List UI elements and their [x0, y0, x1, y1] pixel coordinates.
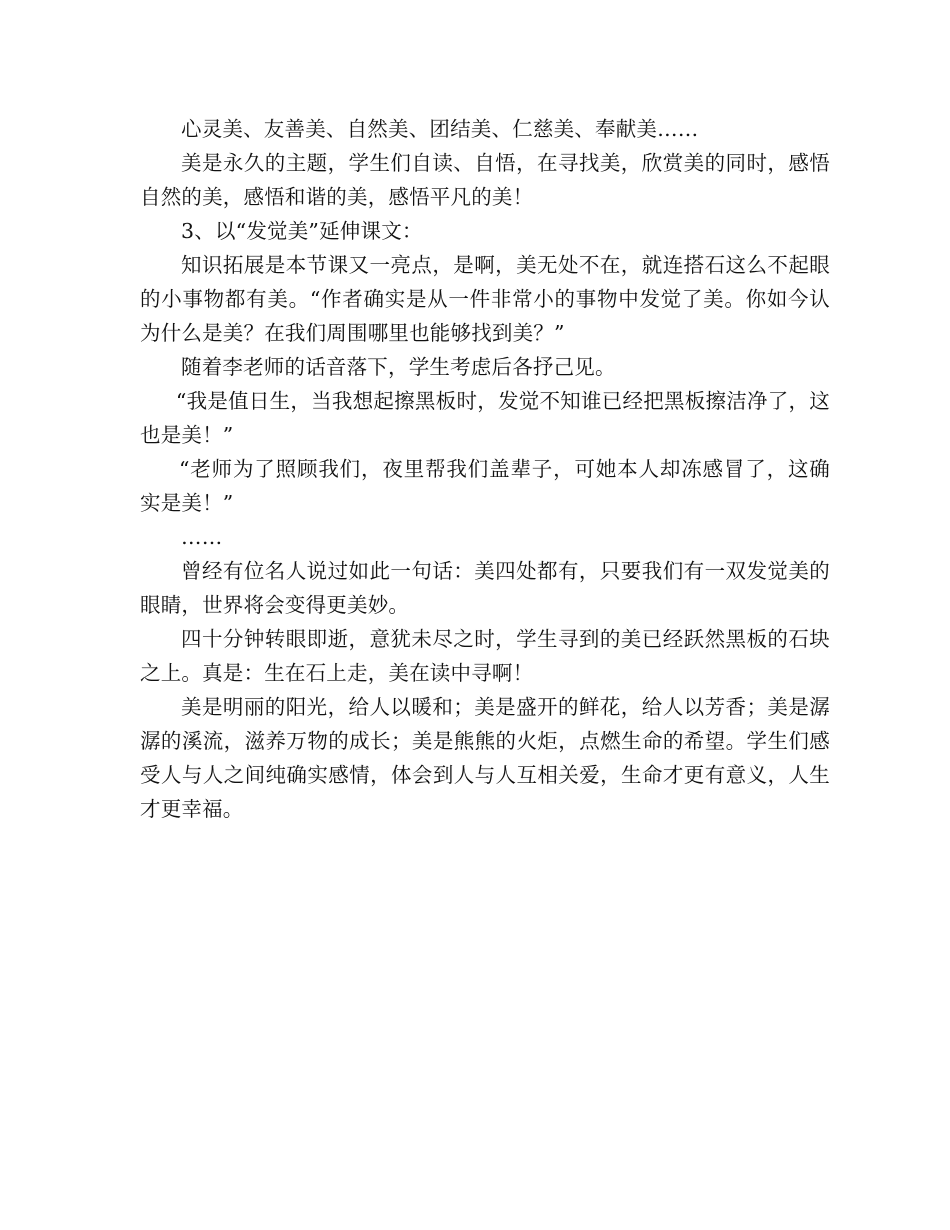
paragraph-beauty-metaphors: 美是明丽的阳光，给人以暖和；美是盛开的鲜花，给人以芳香；美是潺潺的溪流，滋养万物的成长；美是熊熊的火炬，点燃生命的希望。学生们感受人与人之间纯确实感情，体会到人与人互相关爱，生命才更有意义，人生才更幸福。	[140, 695, 830, 821]
document-page	[140, 112, 830, 826]
paragraph-quote-teacher: “老师为了照顾我们，夜里帮我们盖辈子，可她本人却冻感冒了，这确实是美！”	[140, 457, 830, 515]
paragraph-quote-duty-student: “我是值日生，当我想起擦黑板时，发觉不知谁已经把黑板擦洁净了，这也是美！”	[140, 389, 830, 447]
paragraph-famous-quote: 曾经有位名人说过如此一句话：美四处都有，只要我们有一双发觉美的眼睛，世界将会变得更美妙。	[140, 559, 830, 617]
paragraph-beauty-list: 心灵美、友善美、自然美、团结美、仁慈美、奉献美……	[181, 117, 699, 141]
paragraph-students-respond: 随着李老师的话音落下，学生考虑后各抒己见。	[181, 355, 616, 379]
paragraph-section-heading: 3、以“发觉美”延伸课文：	[181, 219, 423, 243]
paragraph-eternal-theme: 美是永久的主题，学生们自读、自悟，在寻找美，欣赏美的同时，感悟自然的美，感悟和谐的美，感悟平凡的美！	[140, 151, 830, 209]
paragraph-ellipsis: ……	[181, 525, 223, 549]
paragraph-knowledge-extension: 知识拓展是本节课又一亮点，是啊，美无处不在，就连搭石这么不起眼的小事物都有美。“作者确实是从一件非常小的事物中发觉了美。你如今认为什么是美？在我们周围哪里也能够找到美？”	[140, 253, 830, 345]
paragraph-forty-minutes: 四十分钟转眼即逝，意犹未尽之时，学生寻到的美已经跃然黑板的石块之上。真是：生在石上走，美在读中寻啊！	[140, 627, 830, 685]
